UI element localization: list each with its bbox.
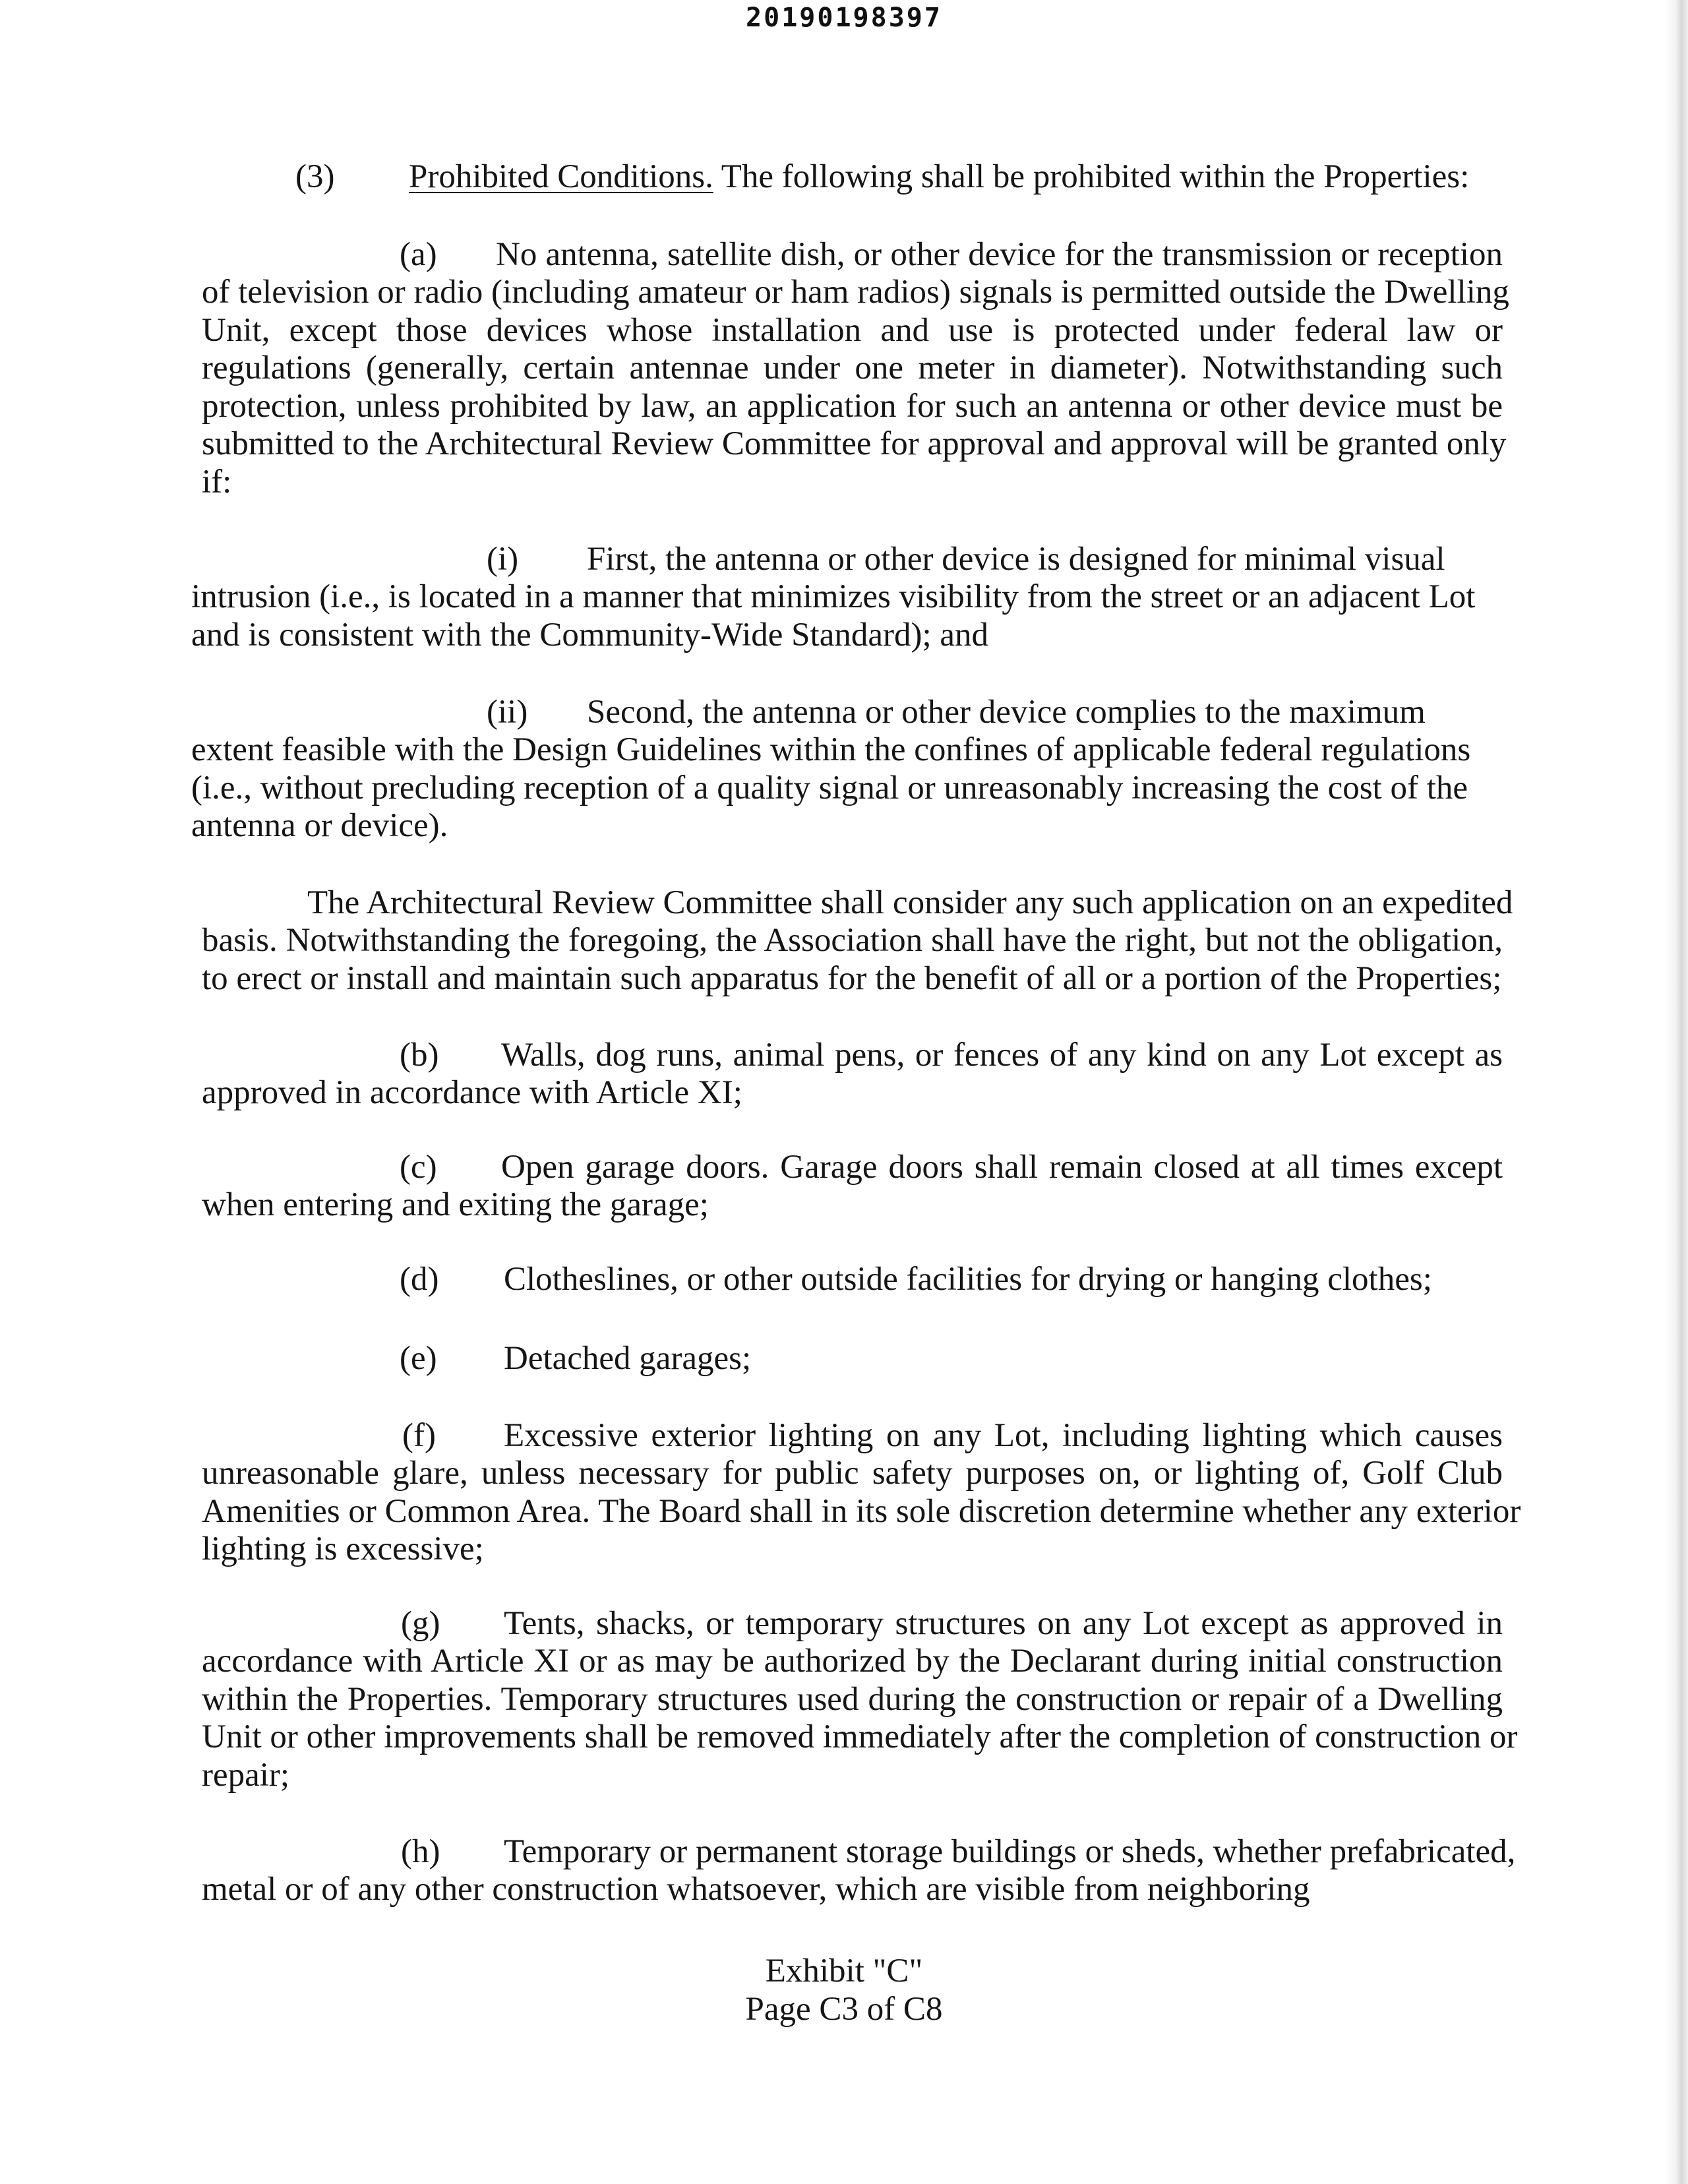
item-a-ii-line: Second, the antenna or other device complies to the maximum bbox=[587, 694, 1426, 731]
committee-line: to erect or install and maintain such apparatus for the benefit of all or a portion of the Properties; bbox=[202, 960, 1502, 997]
item-f-line: lighting is excessive; bbox=[202, 1531, 484, 1567]
item-g-line: within the Properties. Temporary structures used during the construction or repair of a Dwelling bbox=[202, 1681, 1503, 1718]
item-a-ii-line: (i.e., without precluding reception of a quality signal or unreasonably increasing the cost of the bbox=[191, 770, 1468, 806]
item-a-line: if: bbox=[202, 464, 232, 501]
committee-line: The Architectural Review Committee shall consider any such application on an expedited bbox=[307, 884, 1513, 921]
item-a-i-line: intrusion (i.e., is located in a manner that minimizes visibility from the street or an adjacent Lot bbox=[191, 578, 1476, 615]
item-h-line: Temporary or permanent storage buildings or sheds, whether prefabricated, bbox=[504, 1833, 1516, 1870]
item-b-label: (b) bbox=[400, 1037, 439, 1074]
item-a-line: No antenna, satellite dish, or other device for the transmission or reception bbox=[496, 236, 1503, 273]
item-h-label: (h) bbox=[401, 1833, 440, 1870]
item-c-line: Open garage doors. Garage doors shall remain closed at all times except bbox=[501, 1149, 1503, 1186]
item-a-ii-line: antenna or device). bbox=[191, 807, 448, 844]
committee-line: basis. Notwithstanding the foregoing, the Association shall have the right, but not the obligation, bbox=[202, 922, 1503, 959]
item-g-label: (g) bbox=[401, 1605, 440, 1642]
item-h-line: metal or of any other construction whatsoever, which are visible from neighboring bbox=[202, 1871, 1310, 1908]
item-d-label: (d) bbox=[400, 1261, 439, 1298]
item-g-line: Unit or other improvements shall be removed immediately after the completion of construction or bbox=[202, 1718, 1518, 1755]
section-heading: Prohibited Conditions. bbox=[409, 158, 713, 195]
section-number: (3) bbox=[295, 158, 335, 195]
item-a-i-line: First, the antenna or other device is designed for minimal visual bbox=[587, 541, 1445, 578]
item-a-line: Unit, except those devices whose installation and use is protected under federal law or bbox=[202, 312, 1503, 349]
item-g-line: Tents, shacks, or temporary structures on any Lot except as approved in bbox=[504, 1605, 1503, 1642]
item-g-line: accordance with Article XI or as may be authorized by the Declarant during initial construction bbox=[202, 1643, 1503, 1680]
item-b-line: Walls, dog runs, animal pens, or fences of any kind on any Lot except as bbox=[501, 1037, 1503, 1074]
item-d-line: Clotheslines, or other outside facilities for drying or hanging clothes; bbox=[504, 1261, 1432, 1298]
item-f-line: Excessive exterior lighting on any Lot, including lighting which causes bbox=[504, 1417, 1503, 1454]
section-heading-row bbox=[409, 160, 1469, 194]
item-a-line: submitted to the Architectural Review Committee for approval and approval will be granted only bbox=[202, 425, 1507, 462]
item-a-label: (a) bbox=[400, 236, 437, 273]
item-f-line: unreasonable glare, unless necessary for public safety purposes on, or lighting of, Golf Club bbox=[202, 1455, 1503, 1492]
item-f-line: Amenities or Common Area. The Board shall in its sole discretion determine whether any exterior bbox=[202, 1493, 1521, 1530]
item-c-label: (c) bbox=[400, 1149, 437, 1186]
item-e-label: (e) bbox=[400, 1340, 437, 1377]
item-a-i-line: and is consistent with the Community-Wide Standard); and bbox=[191, 617, 989, 653]
section-intro: The following shall be prohibited within the Properties: bbox=[721, 158, 1470, 195]
item-a-ii-line: extent feasible with the Design Guidelines within the confines of applicable federal regulations bbox=[191, 731, 1471, 768]
item-a-line: regulations (generally, certain antennae under one meter in diameter). Notwithstanding such bbox=[202, 349, 1503, 386]
footer-page-number: Page C3 of C8 bbox=[745, 1991, 943, 2028]
item-g-line: repair; bbox=[202, 1757, 290, 1794]
item-a-line: protection, unless prohibited by law, an application for such an antenna or other device must be bbox=[202, 388, 1503, 425]
item-e-line: Detached garages; bbox=[504, 1340, 752, 1377]
document-number: 20190198397 bbox=[746, 3, 942, 33]
item-b-line: approved in accordance with Article XI; bbox=[202, 1074, 742, 1111]
item-a-i-label: (i) bbox=[487, 541, 519, 578]
footer-exhibit: Exhibit "C" bbox=[765, 1953, 923, 1989]
item-f-label: (f) bbox=[402, 1417, 436, 1454]
scan-edge bbox=[1666, 0, 1688, 2184]
item-a-line: of television or radio (including amateur or ham radios) signals is permitted outside the Dwelling bbox=[202, 274, 1509, 311]
item-c-line: when entering and exiting the garage; bbox=[202, 1186, 709, 1223]
item-a-ii-label: (ii) bbox=[487, 694, 528, 731]
